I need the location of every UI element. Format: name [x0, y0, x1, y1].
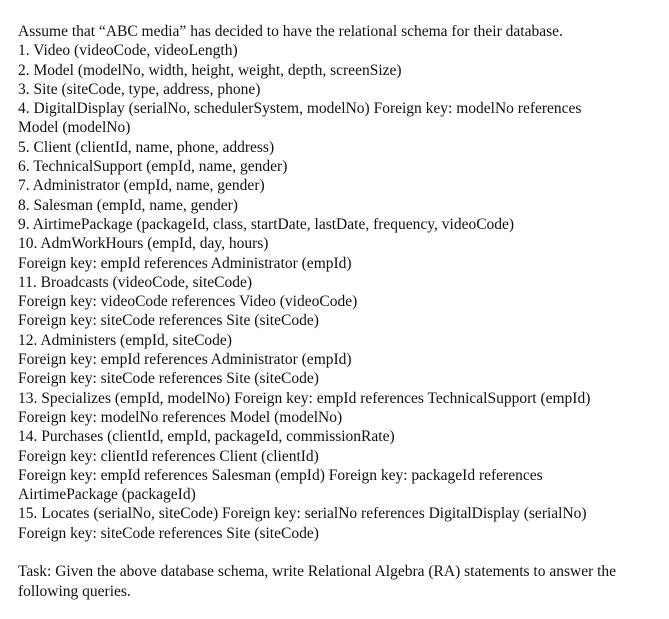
schema-line: Foreign key: empId references Salesman (empId) Foreign key: packageId references: [18, 466, 543, 484]
schema-line: 8. Salesman (empId, name, gender): [18, 196, 238, 214]
schema-line: 10. AdmWorkHours (empId, day, hours): [18, 235, 269, 253]
schema-line: 13. Specializes (empId, modelNo) Foreign key: empId references TechnicalSupport (empId): [18, 389, 591, 407]
schema-line: Foreign key: empId references Administrator (empId): [18, 254, 352, 272]
schema-line: 14. Purchases (clientId, empId, packageId, commissionRate): [18, 428, 395, 446]
schema-line: 6. TechnicalSupport (empId, name, gender): [18, 158, 288, 176]
schema-line: Foreign key: videoCode references Video (videoCode): [18, 293, 358, 311]
schema-line: Foreign key: siteCode references Site (siteCode): [18, 312, 319, 330]
task-line: Task: Given the above database schema, write Relational Algebra (RA) statements to answer the: [18, 563, 617, 581]
schema-line: Foreign key: siteCode references Site (siteCode): [18, 524, 319, 542]
schema-line: AirtimePackage (packageId): [18, 486, 196, 504]
schema-line: 15. Locates (serialNo, siteCode) Foreign key: serialNo references DigitalDisplay (serialNo): [18, 505, 587, 523]
schema-line: 11. Broadcasts (videoCode, siteCode): [18, 273, 253, 291]
schema-line: Foreign key: modelNo references Model (modelNo): [18, 408, 343, 426]
document-body: [18, 22, 666, 601]
schema-line: Foreign key: empId references Administrator (empId): [18, 351, 352, 369]
intro-text: Assume that “ABC media” has decided to have the relational schema for their database.: [18, 23, 563, 40]
schema-line: 7. Administrator (empId, name, gender): [18, 177, 265, 195]
schema-line: 5. Client (clientId, name, phone, address): [18, 138, 275, 156]
schema-line: Foreign key: siteCode references Site (siteCode): [18, 370, 319, 388]
schema-line: 12. Administers (empId, siteCode): [18, 331, 232, 349]
schema-line: 3. Site (siteCode, type, address, phone): [18, 80, 261, 98]
schema-line: 4. DigitalDisplay (serialNo, schedulerSystem, modelNo) Foreign key: modelNo references: [18, 100, 582, 118]
schema-line: 2. Model (modelNo, width, height, weight, depth, screenSize): [18, 61, 402, 79]
task-line: following queries.: [18, 582, 131, 600]
paragraph-spacer: [18, 543, 666, 562]
schema-line: 1. Video (videoCode, videoLength): [18, 42, 238, 60]
schema-line: 9. AirtimePackage (packageId, class, startDate, lastDate, frequency, videoCode): [18, 215, 515, 233]
schema-line: Foreign key: clientId references Client (clientId): [18, 447, 319, 465]
schema-line: Model (modelNo): [18, 119, 131, 137]
